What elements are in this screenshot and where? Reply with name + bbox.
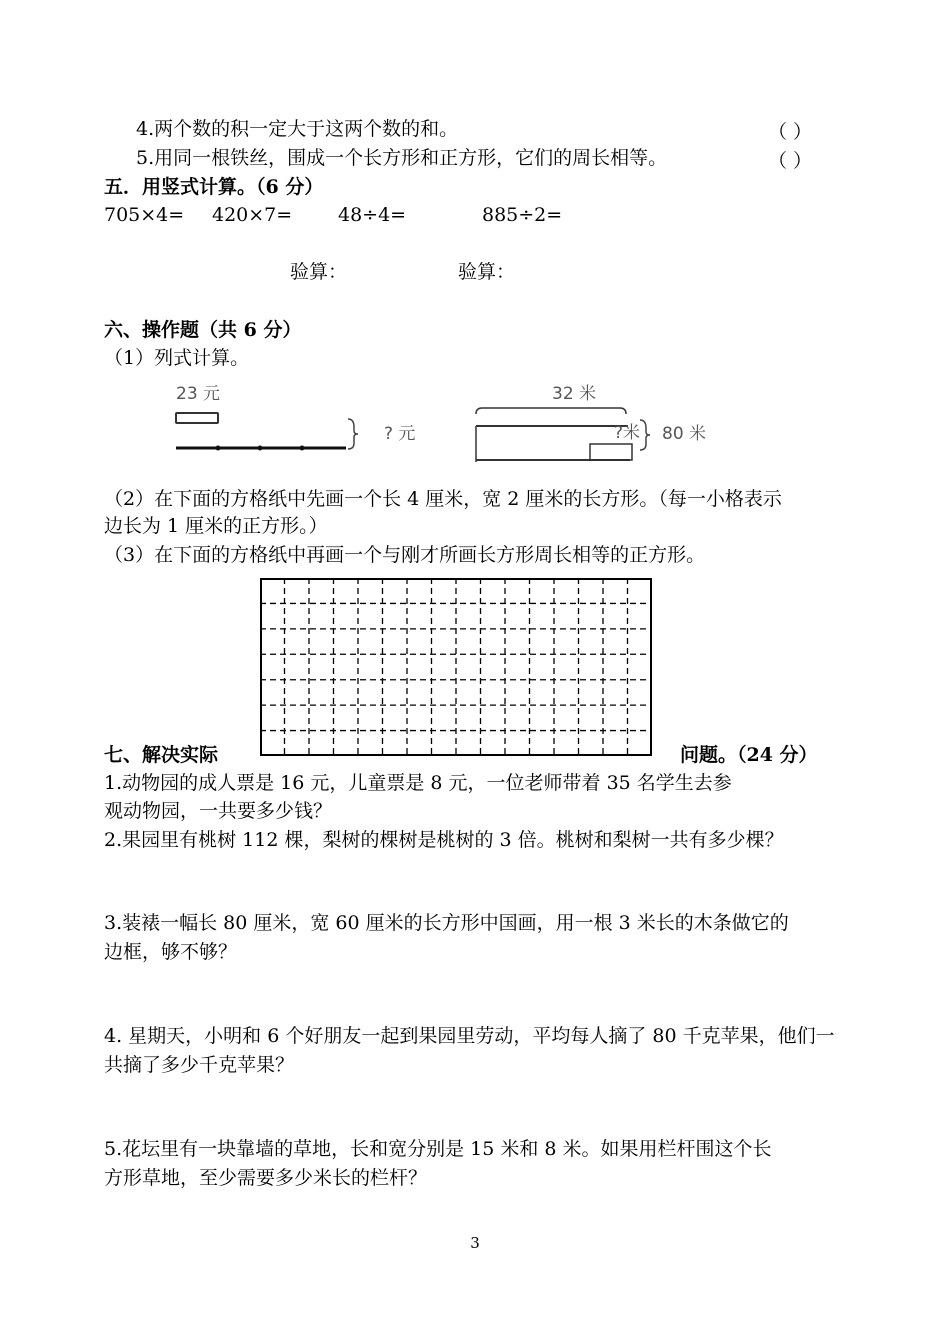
section6-sub1: （1）列式计算。 (104, 347, 250, 369)
diagram2-top-label: 32 米 (552, 384, 597, 404)
diagram2-small-label: ?米 (614, 423, 641, 443)
problem4-line1: 4. 星期天，小明和 6 个好朋友一起到果园里劳动，平均每人摘了 80 千克苹果，他们一 (104, 1025, 835, 1047)
calc-problem-1: 705×4= (104, 204, 185, 226)
problem3-line1: 3.装裱一幅长 80 厘米，宽 60 厘米的长方形中国画，用一根 3 米长的木条做它的 (104, 912, 789, 934)
problem5-line2: 方形草地，至少需要多少米长的栏杆？ (104, 1167, 428, 1189)
check-label-1: 验算： (290, 261, 348, 283)
section7-title-left: 七、解决实际 (104, 744, 219, 766)
grid-paper[interactable] (260, 578, 652, 756)
diagram1-side-label: ? 元 (384, 424, 416, 444)
problem3-line2: 边框，够不够？ (104, 941, 238, 963)
calc-problem-2: 420×7= (212, 204, 293, 226)
problem1-line1: 1.动物园的成人票是 16 元，儿童票是 8 元，一位老师带着 35 名学生去参 (104, 772, 732, 794)
judge-q4: 4.两个数的积一定大于这两个数的和。 (136, 118, 459, 140)
section6-title: 六、操作题（共 6 分） (104, 319, 302, 341)
judge-q5: 5.用同一根铁丝，围成一个长方形和正方形，它们的周长相等。 (136, 147, 668, 169)
section5-title: 五．用竖式计算。（6 分） (104, 176, 324, 198)
problem2: 2.果园里有桃树 112 棵，梨树的棵树是桃树的 3 倍。桃树和梨树一共有多少棵？ (104, 829, 784, 851)
diagram2-side-label: 80 米 (662, 424, 707, 444)
problem4-line2: 共摘了多少千克苹果？ (104, 1054, 295, 1076)
calc-problem-4: 885÷2= (482, 204, 563, 226)
section6-sub3: （3）在下面的方格纸中再画一个与刚才所画长方形周长相等的正方形。 (104, 544, 706, 566)
page-number: 3 (470, 1234, 480, 1252)
section6-sub2-line1: （2）在下面的方格纸中先画一个长 4 厘米，宽 2 厘米的长方形。（每一小格表示 (104, 488, 782, 510)
grid-paper-drawing (260, 578, 652, 756)
problem1-line2: 观动物园，一共要多少钱？ (104, 800, 333, 822)
section6-sub2-line2: 边长为 1 厘米的正方形。） (104, 515, 328, 537)
answer-paren-q5[interactable]: （ ） (768, 150, 813, 172)
check-label-2: 验算： (458, 261, 516, 283)
diagram1-top-label: 23 元 (176, 384, 221, 404)
problem5-line1: 5.花坛里有一块靠墙的草地，长和宽分别是 15 米和 8 米。如果用栏杆围这个长 (104, 1138, 772, 1160)
calc-problem-3: 48÷4= (338, 204, 407, 226)
answer-paren-q4[interactable]: （ ） (768, 121, 813, 143)
section7-title-right: 问题。（24 分） (680, 744, 818, 766)
diagram1-bar-figure (170, 405, 360, 455)
